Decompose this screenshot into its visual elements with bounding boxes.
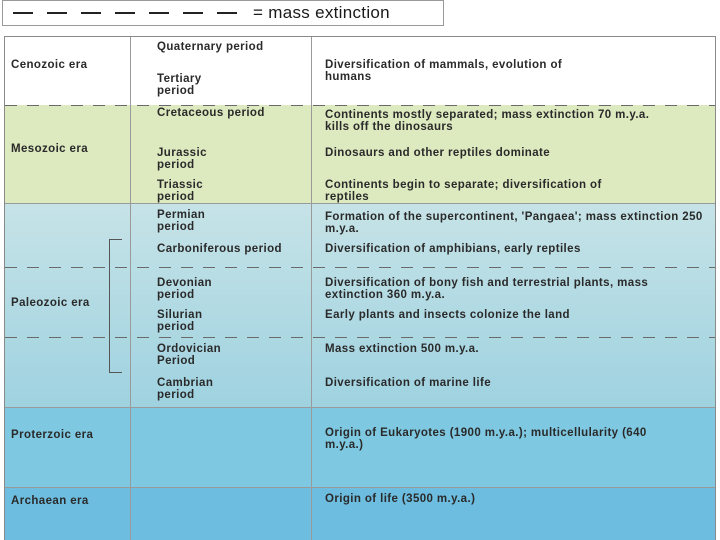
mass-extinction-line-cretaceous xyxy=(5,105,715,106)
legend-box xyxy=(2,0,444,26)
event-jurassic: Dinosaurs and other reptiles dominate xyxy=(325,147,551,159)
era-label-archaean: Archaean era xyxy=(11,495,89,507)
period-tertiary: Tertiary period xyxy=(157,73,202,97)
event-carboniferous: Diversification of amphibians, early reptiles xyxy=(325,243,581,255)
period-carboniferous: Carboniferous period xyxy=(157,243,282,255)
era-label-cenozoic: Cenozoic era xyxy=(11,59,88,71)
event-silurian: Early plants and insects colonize the land xyxy=(325,309,570,321)
legend-dash-symbol xyxy=(13,12,247,14)
period-ordovician: Ordovician Period xyxy=(157,343,222,367)
period-triassic: Triassic period xyxy=(157,179,204,203)
period-silurian: Silurian period xyxy=(157,309,203,333)
era-boundary-archaean xyxy=(5,487,715,488)
era-label-mesozoic: Mesozoic era xyxy=(11,143,89,155)
period-cretaceous: Cretaceous period xyxy=(157,107,265,119)
era-boundary-proterozoic xyxy=(5,407,715,408)
event-cretaceous: Continents mostly separated; mass extinction 70 m.y.a. kills off the dinosaurs xyxy=(325,109,650,133)
event-permian: Formation of the supercontinent, 'Pangaea'; mass extinction 250 m.y.a. xyxy=(325,211,703,235)
legend-label: = mass extinction xyxy=(253,3,390,22)
paleozoic-bracket xyxy=(109,239,122,373)
column-divider-period xyxy=(311,37,312,540)
era-boundary-paleozoic xyxy=(5,203,715,204)
event-ordovician: Mass extinction 500 m.y.a. xyxy=(325,343,479,355)
geologic-timescale-table xyxy=(4,36,716,540)
period-jurassic: Jurassic period xyxy=(157,147,207,171)
event-quaternary: Diversification of mammals, evolution of humans xyxy=(325,59,563,83)
column-divider-era xyxy=(130,37,131,540)
event-triassic: Continents begin to separate; diversification of reptiles xyxy=(325,179,602,203)
event-cambrian: Diversification of marine life xyxy=(325,377,492,389)
event-archaean: Origin of life (3500 m.y.a.) xyxy=(325,493,476,505)
period-permian: Permian period xyxy=(157,209,206,233)
event-devonian: Diversification of bony fish and terrestrial plants, mass extinction 360 m.y.a. xyxy=(325,277,649,301)
event-proterozoic: Origin of Eukaryotes (1900 m.y.a.); multicellularity (640 m.y.a.) xyxy=(325,427,647,451)
period-cambrian: Cambrian period xyxy=(157,377,214,401)
period-quaternary: Quaternary period xyxy=(157,41,264,53)
period-devonian: Devonian period xyxy=(157,277,212,301)
era-label-paleozoic: Paleozoic era xyxy=(11,297,90,309)
era-label-proterozoic: Proterzoic era xyxy=(11,429,94,441)
